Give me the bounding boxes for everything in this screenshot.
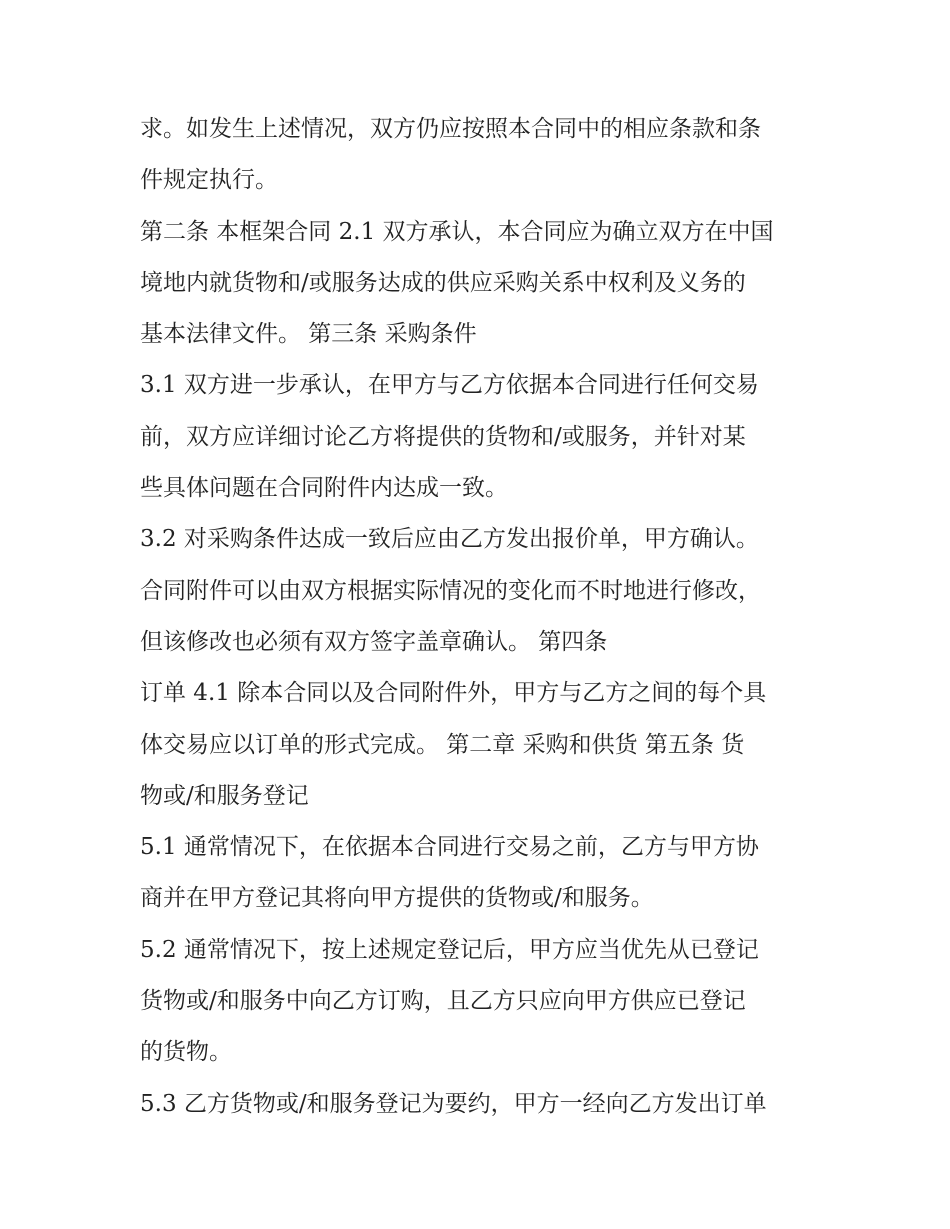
text-line: 件规定执行。 <box>140 167 278 194</box>
text-line: 求。如发生上述情况，双方仍应按照本合同中的相应条款和条 <box>140 116 761 142</box>
text-line: 体交易应以订单的形式完成。 第二章 采购和供货 第五条 货 <box>140 731 745 758</box>
text-line: 3.2 对采购条件达成一致后应由乙方发出报价单，甲方确认。 <box>140 526 759 553</box>
text-line: 合同附件可以由双方根据实际情况的变化而不时地进行修改， <box>140 577 761 604</box>
text-line: 些具体问题在合同附件内达成一致。 <box>140 475 508 502</box>
text-line: 订单 4.1 除本合同以及合同附件外，甲方与乙方之间的每个具 <box>140 680 767 707</box>
text-line: 3.1 双方进一步承认，在甲方与乙方依据本合同进行任何交易 <box>140 372 759 399</box>
text-line: 基本法律文件。 第三条 采购条件 <box>140 321 477 348</box>
text-line: 5.2 通常情况下，按上述规定登记后，甲方应当优先从已登记 <box>140 936 759 963</box>
text-line: 境地内就货物和/或服务达成的供应采购关系中权利及义务的 <box>140 269 746 296</box>
text-line: 5.1 通常情况下，在依据本合同进行交易之前，乙方与甲方协 <box>140 834 759 861</box>
text-line: 物或/和服务登记 <box>140 782 309 809</box>
text-line: 但该修改也必须有双方签字盖章确认。 第四条 <box>140 628 608 655</box>
text-line: 前，双方应详细讨论乙方将提供的货物和/或服务，并针对某 <box>140 423 746 450</box>
document-body <box>140 104 820 1130</box>
text-line: 货物或/和服务中向乙方订购，且乙方只应向甲方供应已登记 <box>140 988 746 1015</box>
text-line: 第二条 本框架合同 2.1 双方承认，本合同应为确立双方在中国 <box>140 218 774 245</box>
text-line: 的货物。 <box>140 1039 232 1066</box>
text-line: 商并在甲方登记其将向甲方提供的货物或/和服务。 <box>140 885 654 912</box>
text-line: 5.3 乙方货物或/和服务登记为要约，甲方一经向乙方发出订单 <box>140 1090 767 1117</box>
